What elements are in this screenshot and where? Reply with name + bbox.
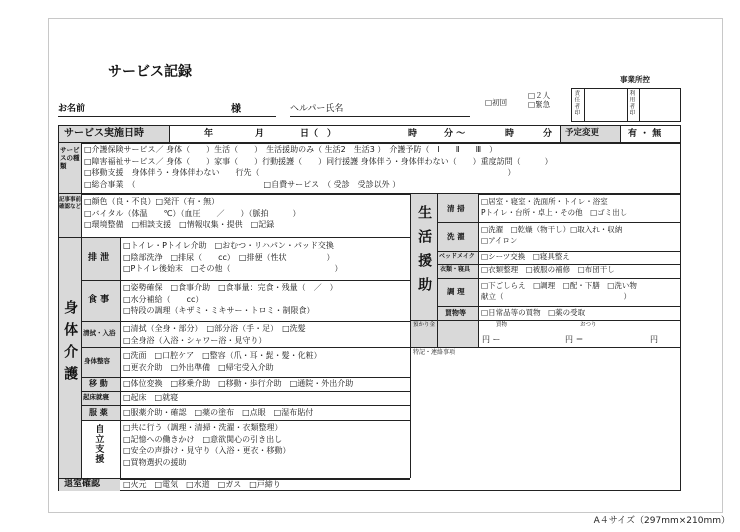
pre-check-line[interactable]: □顔色（良・不良）□発汗（有・無） — [84, 197, 220, 206]
shopping-label: 買物等 — [445, 309, 466, 317]
bathing-line[interactable]: □清拭（全身・部分） □部分浴（手・足） □洗髪 — [123, 324, 306, 333]
meal-label: 食 事 — [88, 295, 110, 305]
bathing-line[interactable]: □全身浴（入浴・シャワー浴・見守り） — [123, 335, 267, 345]
schedule-change-label: 予定変更 — [565, 128, 600, 138]
medication-options[interactable]: □服薬介助・確認 □薬の塗布 □点眼 □湿布貼付 — [123, 408, 314, 417]
wake-sleep-label: 起床就寝 — [83, 393, 109, 401]
meal-line[interactable]: □水分補給（ cc） — [123, 294, 204, 304]
cleaning-label: 清 掃 — [447, 204, 465, 213]
grooming-line[interactable]: □洗面 □口腔ケア □整容（爪・耳・髭・髪・化粧） — [123, 351, 322, 360]
independence-line[interactable]: □共に行う（調理・清掃・洗濯・衣類整理） — [123, 423, 283, 432]
change-money-label: おつり — [580, 322, 597, 328]
cleaning-options[interactable]: □居室・寝室・洗面所・トイレ・浴室 Pトイレ・台所・卓上・その他 □ゴミ出し — [481, 197, 628, 217]
minute-from-label: 分 ～ — [444, 129, 466, 139]
cooking-options[interactable]: □下ごしらえ □調理 □配・下膳 □洗い物 献立（ ） — [481, 281, 637, 301]
service-type-line[interactable]: □総合事業 （ □自費サービス （ 受診 受診以外 ） — [84, 179, 401, 189]
excretion-line[interactable]: □陰部洗浄 □排尿（ cc） □排便（性状 ） — [123, 252, 335, 262]
riyou-seal-label: 利用者印 — [628, 90, 635, 116]
meal-line[interactable]: □姿勢確保 □食事介助 □食事量：完食・残量（ ／ ） — [123, 283, 338, 292]
grooming-label: 身体整容 — [84, 357, 110, 365]
paper-size-note: A４サイズ（297mm×210mm） — [593, 516, 730, 526]
pre-check-line[interactable]: □環境整備 □相談支援 □情報収集・提供 □記録 — [84, 220, 275, 229]
body-care-label: 身体介護 — [62, 300, 79, 388]
two-person-check[interactable]: □２人 — [528, 91, 551, 100]
bathing-label: 清拭・入浴 — [83, 329, 116, 337]
urgent-check[interactable]: □緊急 — [528, 100, 551, 109]
service-type-options[interactable] — [84, 144, 553, 190]
independence-line[interactable]: □買物選択の援助 — [123, 457, 187, 467]
mobility-options[interactable]: □体位変換 □移乗介助 □移動・歩行介助 □通院・外出介助 — [123, 379, 354, 388]
pre-check-options[interactable] — [84, 196, 301, 231]
service-type-label: サービスの種類 — [60, 146, 80, 170]
daily-life-label: 生活援助 — [416, 205, 433, 301]
excretion-line[interactable]: □トイレ・Pトイレ介助 □おむつ・リハパン・パッド交換 — [123, 241, 334, 250]
service-type-line[interactable]: □障害福祉サービス／ 身体（ ）家事（ ）行動援護（ ）同行援護 身体伴う・身体伴わない（ ）重度訪問（ ） — [84, 156, 553, 166]
special-notes-label: 特記・連絡事項 — [413, 349, 456, 356]
grooming-line[interactable]: □更衣介助 □外出準備 □帰宅受入介助 — [123, 362, 274, 372]
exit-check-label: 退室確認 — [64, 479, 101, 489]
bed-making-label: ベッドメイク — [439, 253, 475, 260]
shopping-options[interactable]: □日常品等の買物 □薬の受取 — [481, 308, 586, 317]
wake-sleep-options[interactable]: □起床 □就寝 — [123, 393, 179, 402]
grooming-options[interactable] — [123, 350, 322, 373]
name-label: お名前 — [58, 104, 86, 114]
helper-name-label: ヘルパー氏名 — [290, 104, 344, 114]
pre-check-label: 記事事前確認など — [59, 197, 82, 210]
independence-line[interactable]: □記憶への働きかけ □意欲関心の引き出し — [123, 434, 283, 444]
independence-line[interactable]: □安全の声掛け・見守り（入浴・更衣・移動） — [123, 446, 291, 455]
yen-minus: 円 ー — [482, 335, 501, 344]
yen-result: 円 — [650, 335, 658, 344]
deposit-label: 預かり金 — [413, 322, 436, 328]
laundry-options[interactable]: □洗濯 □乾燥（物干し）□取入れ・収納 □アイロン — [481, 225, 623, 245]
excretion-options[interactable] — [123, 240, 343, 275]
hour-to-label: 時 — [505, 129, 515, 139]
exit-check-options[interactable]: □火元 □電気 □水道 □ガス □戸締り — [123, 480, 281, 489]
excretion-line[interactable]: □Pトイレ後始末 □その他（ ） — [123, 264, 343, 273]
bathing-options[interactable] — [123, 323, 306, 346]
service-type-line[interactable]: □移動支援 身体伴う・身体伴わない 行先（ ） — [84, 168, 516, 177]
mobility-label: 移 動 — [89, 379, 108, 388]
meal-options[interactable] — [123, 282, 338, 317]
meal-line[interactable]: □特段の調理（キザミ・ミキサー・トロミ・制限食） — [123, 306, 315, 315]
datetime-label: サービス実施日時 — [64, 128, 144, 139]
clothes-bedding-options[interactable]: □衣類整理 □被服の補修 □布団干し — [481, 265, 615, 274]
month-label: 月 — [255, 129, 265, 139]
excretion-label: 排 泄 — [88, 253, 110, 263]
hour-label: 時 — [408, 129, 418, 139]
pre-check-line[interactable]: □バイタル（体温 ℃）（血圧 ／ ）（脈拍 ） — [84, 208, 301, 218]
service-type-line[interactable]: □介護保険サービス／ 身体（ ）生活（ ） 生活援助のみ（ 生活2 生活3 ） 介護予防（ Ⅰ Ⅱ Ⅲ ） — [84, 145, 498, 154]
independence-support-label: 自立支援 — [93, 424, 104, 464]
laundry-label: 洗 濯 — [447, 232, 465, 241]
seal-box — [571, 88, 681, 122]
purchase-label: 買物 — [496, 322, 508, 328]
sekinin-seal-label: 責任者印 — [573, 90, 580, 116]
minute-to-label: 分 — [543, 129, 553, 139]
day-label: 日（ ） — [300, 129, 337, 139]
form-title: サービス記録 — [108, 64, 192, 80]
sama-label: 様 — [231, 104, 241, 115]
cooking-label: 調 理 — [447, 287, 465, 296]
clothes-bedding-label: 衣類・寝具 — [440, 266, 471, 273]
first-visit-check[interactable]: □初回 — [485, 98, 508, 107]
change-yes-no[interactable]: 有 ・ 無 — [628, 129, 662, 139]
bed-making-options[interactable]: □シーツ交換 □寝具整え — [481, 252, 570, 261]
medication-label: 服 薬 — [89, 408, 108, 417]
independence-support-options[interactable] — [123, 422, 291, 468]
office-copy-label: 事業所控 — [620, 75, 650, 84]
year-label: 年 — [204, 129, 214, 139]
yen-equals: 円 ＝ — [565, 335, 584, 344]
